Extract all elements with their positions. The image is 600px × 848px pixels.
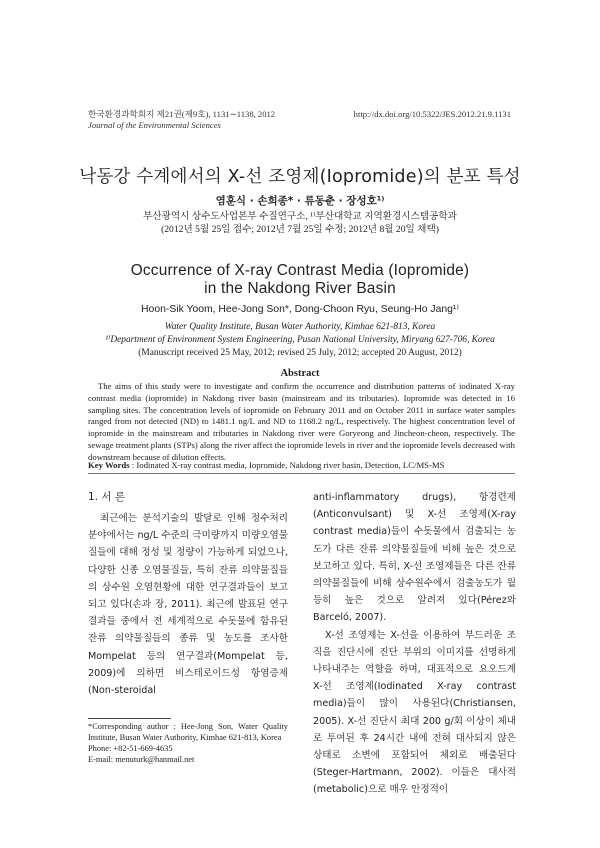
footnote <box>88 721 288 765</box>
right-paragraph-2: X-선 조영제는 X-선을 이용하여 부드러운 조직을 진단시에 진단 부위의 이미지를 선명하게 나타내주는 역할을 하며, 대표적으로 요오드계 X-선 조영제(Iodinated X-ray contrast media)들이 많이 사용된다(Christiansen, 2005). X-선 진단시 최대 200 g/회 이상이 체내로 투여된 후 24시간 내에 전혀 대사되지 않은 상태로 소변에 포함되어 체외로 배출된다(Steger-Hartmann, 2002). 이들은 대사적(metabolic)으로 매우 안정적이 <box>313 629 516 796</box>
abstract-body: The aims of this study were to investigate and confirm the occurrence and distribution patterns of iodinated X-ray contrast media (iopromide) in Nakdong river basin (mainstream and its tributaries). Iopromide was detected in 16 sampling sites. The concentration levels of iopromide on February 2011 and on October 2011 in surface water samples ranged from not detected (ND) to 1481.1 ng/L and ND to 1168.2 ng/L, respectively. The highest concentration level of iopromide in the mainstream and tributaries in Nakdong river were Goryeong and Jincheon-cheon, respectively. The sewage treatment plants (STPs) along the river affect the iopromide levels in river and the iopromide levels decreased with downstream because of dilution effects. <box>88 381 515 462</box>
english-affiliation-1: Water Quality Institute, Busan Water Authority, Kimhae 621-813, Korea <box>164 322 436 332</box>
right-column <box>313 489 516 799</box>
english-authors: Hoon-Sik Yoom, Hee-Jong Son*, Dong-Choon Ryu, Seung-Ho Jang¹⁾ <box>141 304 459 315</box>
korean-dates: (2012년 5월 25일 접수; 2012년 7월 25일 수정; 2012년 8월 20일 채택) <box>161 224 439 235</box>
english-affiliation-block <box>0 321 600 360</box>
right-paragraph-1: anti-inflammatory drugs), 항경련제(Anticonvulsant) 및 X-선 조영제(X-ray contrast media)들이 수돗물에서 검출되는 농도가 다른 잔류 의약물질들에 비해 높은 것으로 보고하고 있다. 특히, X-선 조영제들은 다른 잔류 의약물질들에 비해 상수원수에서 검출농도가 월등히 높은 것으로 알려져 있다(Pérez와 Barceló, 2007). <box>313 492 516 624</box>
footnote-phone: Phone: +82-51-669-4635 <box>88 744 173 753</box>
keywords-label: Key Words <box>88 460 130 470</box>
journal-english: Journal of the Environmental Sciences <box>88 120 221 130</box>
korean-authors: 염훈식 · 손희종* · 류동춘 · 장성호¹⁾ <box>215 195 385 207</box>
left-paragraph-1: 최근에는 분석기술의 발달로 인해 정수처리 분야에서는 ng/L 수준의 극미량까지 미량오염물질들에 대해 정성 및 정량이 가능하게 되었으나, 다양한 신종 오염물질들, 특히 잔류 의약물질들의 상수원 오염현황에 대한 연구결과들이 보고되고 있다(손과 장, 2011). 최근에 발표된 연구결과들 중에서 전 세계적으로 수돗물에 함유된 잔류 의약물질들의 종류 및 농도를 조사한 Mompelat 등의 연구결과(Mompelat 등, 2009)에 의하면 비스테로이드성 항염증제(Non-steroidal <box>88 513 288 697</box>
english-dates: (Manuscript received 25 May, 2012; revised 25 July, 2012; accepted 20 August, 2012) <box>138 348 462 358</box>
abstract-divider <box>88 473 515 474</box>
korean-affiliation: 부산광역시 상수도사업본부 수질연구소, ¹⁾부산대학교 지역환경시스템공학과 <box>143 211 457 222</box>
keywords-text: : Iodinated X-ray contrast media, Iopromide, Nakdong river basin, Detection, LC/MS-MS <box>129 460 445 470</box>
english-affiliation-2: ¹⁾Department of Environment System Engineering, Pusan National University, Miryang 627-706, Korea <box>105 335 495 345</box>
korean-title: 낙동강 수계에서의 X-선 조영제(Iopromide)의 분포 특성 <box>79 167 521 187</box>
english-title-line2: in the Nakdong River Basin <box>204 280 396 297</box>
journal-korean: 한국환경과학회지 제21권(제9호), 1131∼1138, 2012 <box>88 109 276 119</box>
abstract-heading: Abstract <box>280 368 320 379</box>
footnote-divider <box>88 718 171 719</box>
footnote-email[interactable]: E-mail: menuturk@hanmail.net <box>88 755 195 764</box>
left-column <box>88 510 288 699</box>
journal-header <box>88 109 275 131</box>
english-title-line1: Occurrence of X-ray Contrast Media (Iopromide) <box>130 262 470 279</box>
footnote-corresponding: *Corresponding author : Hee-Jong Son, Water Quality Institute, Busan Water Authority, Kimhae 621-813, Korea <box>88 722 288 742</box>
english-title <box>0 262 600 298</box>
section-heading: 1. 서 론 <box>88 491 125 503</box>
doi-link[interactable]: http://dx.doi.org/10.5322/JES.2012.21.9.1131 <box>353 109 511 119</box>
korean-affiliation-block <box>0 210 600 236</box>
keywords <box>88 460 444 470</box>
